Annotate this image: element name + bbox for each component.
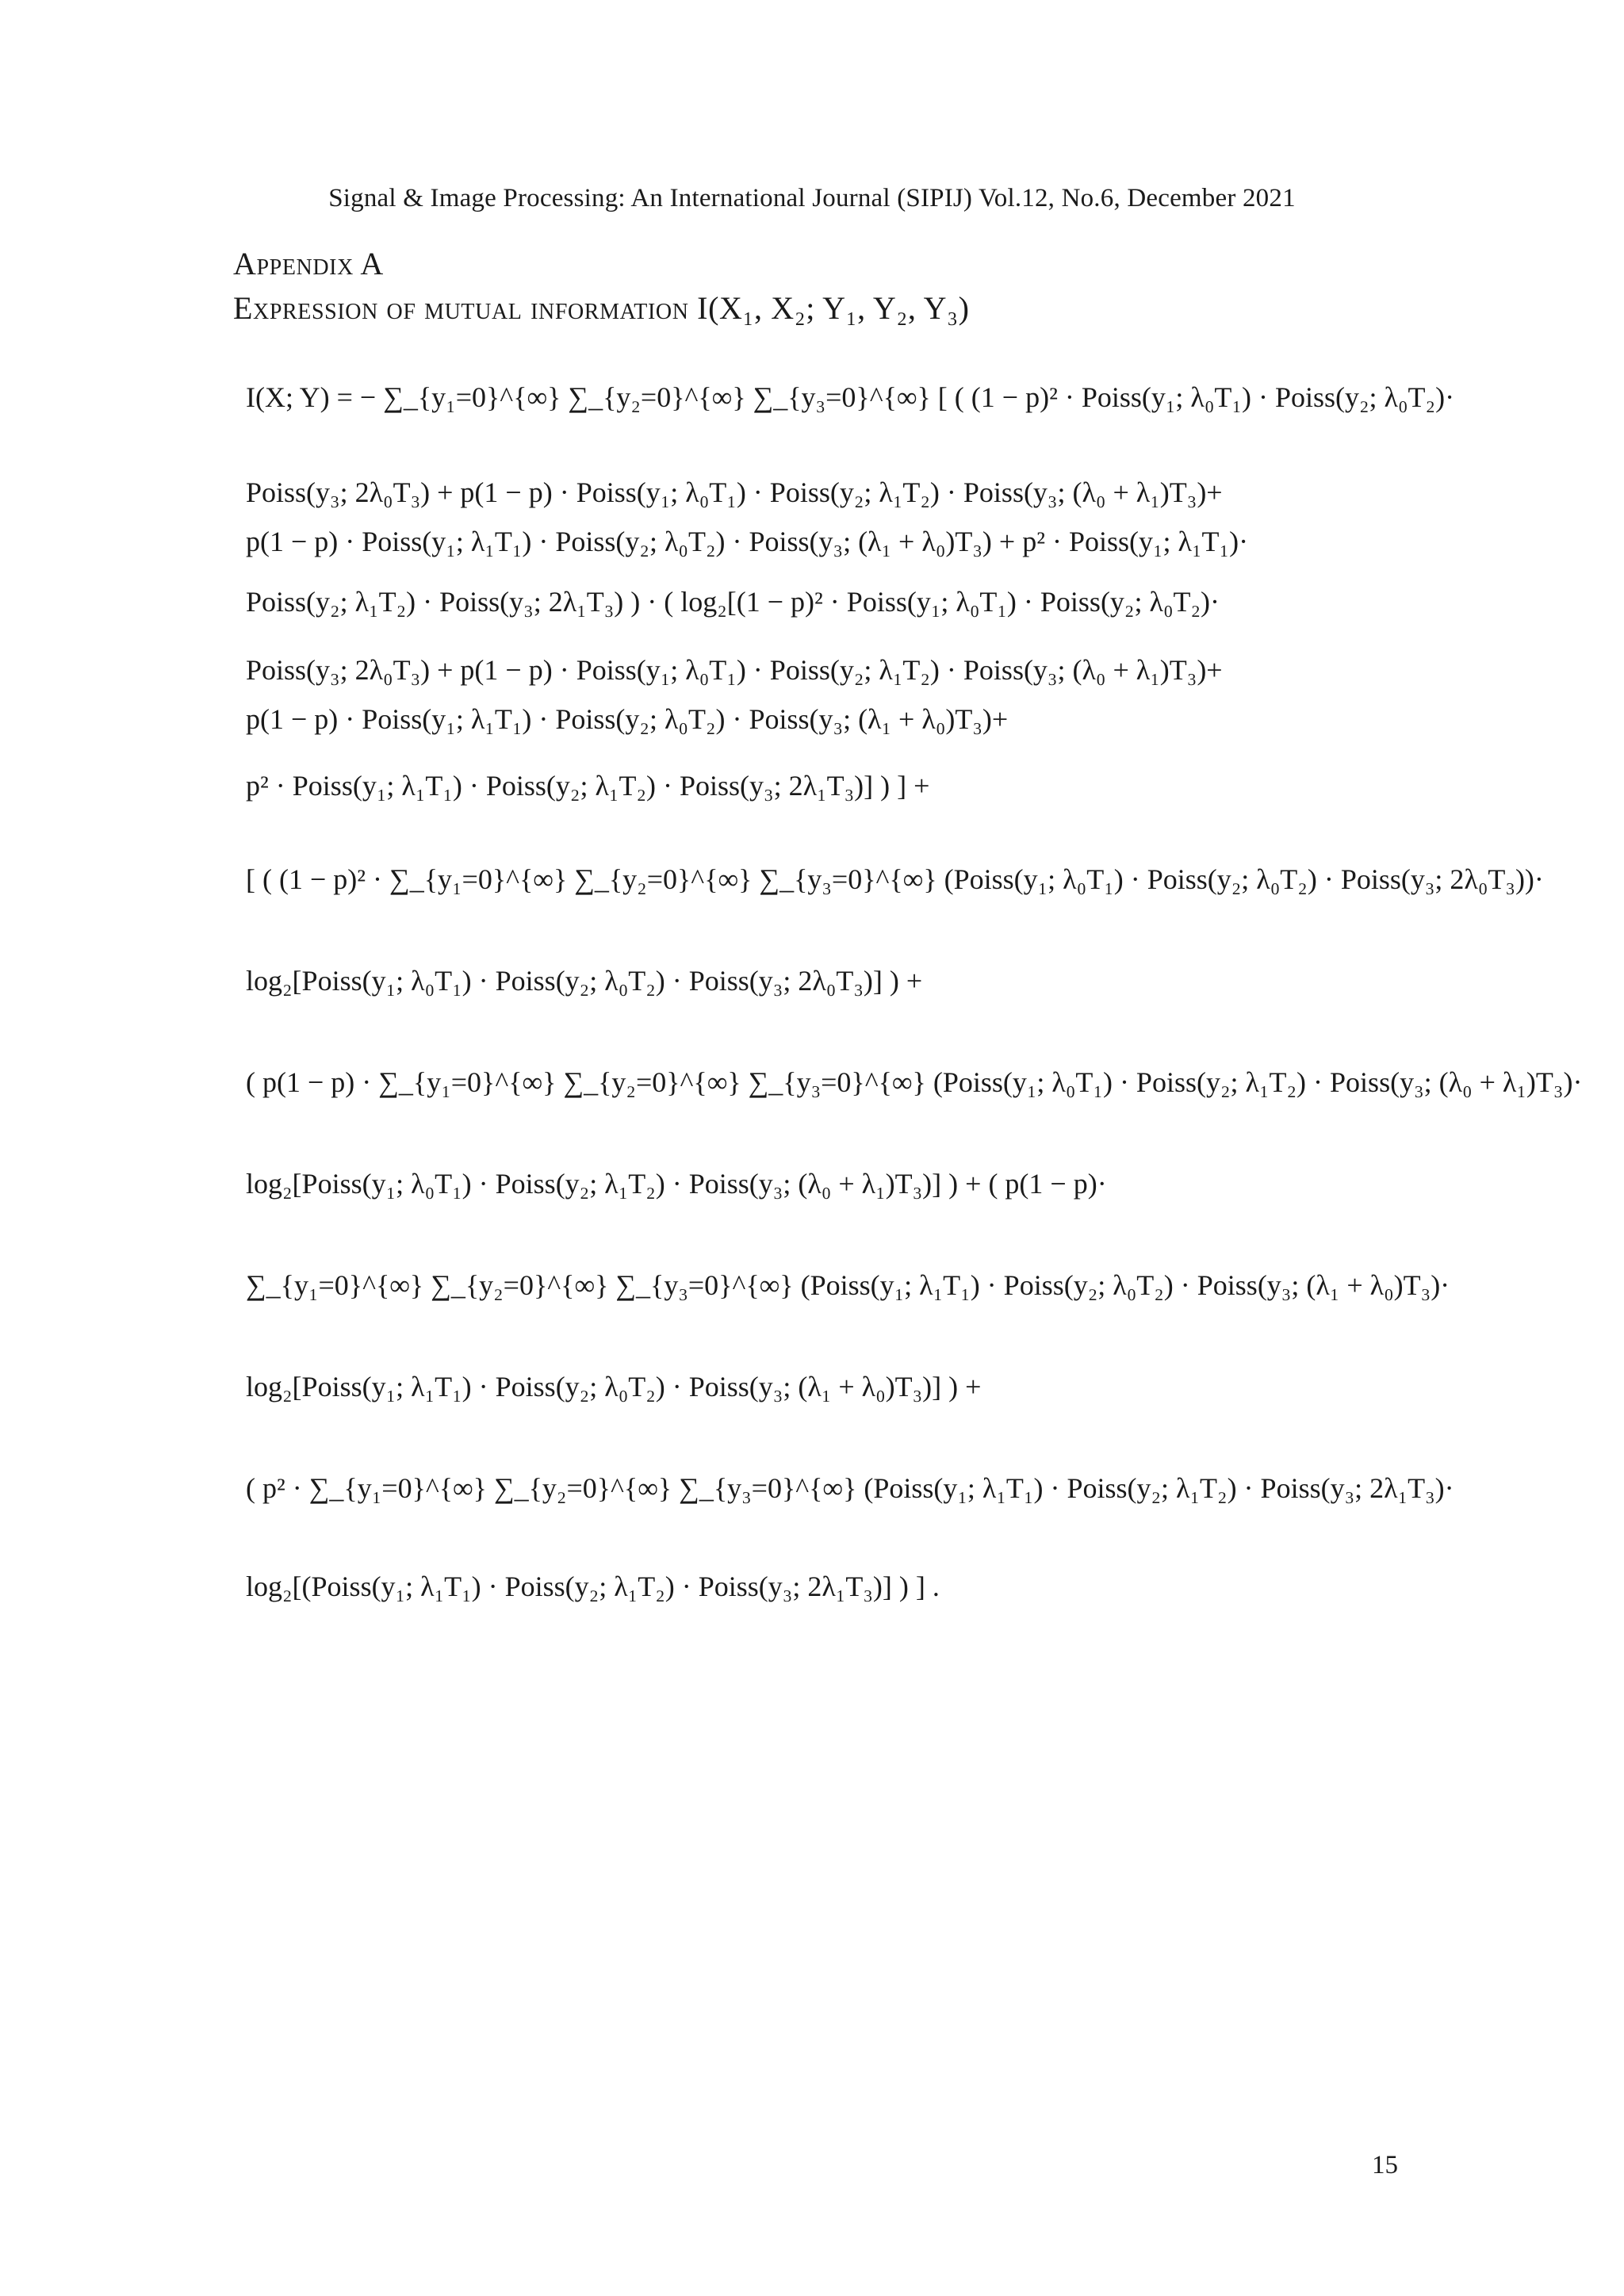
formula-line: log₂[Poiss(y₁; λ₀T₁) · Poiss(y₂; λ₀T₂) · Poiss(y₃; 2λ₀T₃)] ) +: [246, 965, 923, 997]
formula-line: ∑_{y₁=0}^{∞} ∑_{y₂=0}^{∞} ∑_{y₃=0}^{∞} (Poiss(y₁; λ₁T₁) · Poiss(y₂; λ₀T₂) · Poiss(y₃; (λ₁ + λ₀)T₃)·: [246, 1269, 1450, 1301]
formula-line: I(X; Y) = − ∑_{y₁=0}^{∞} ∑_{y₂=0}^{∞} ∑_{y₃=0}^{∞} [ ( (1 − p)² · Poiss(y₁; λ₀T₁) · Poiss(y₂; λ₀T₂)·: [246, 381, 1455, 413]
formula-line: Poiss(y₂; λ₁T₂) · Poiss(y₃; 2λ₁T₃) ) · ( log₂[(1 − p)² · Poiss(y₁; λ₀T₁) · Poiss(y₂; λ₀T₂)·: [246, 586, 1220, 618]
formula-line: p(1 − p) · Poiss(y₁; λ₁T₁) · Poiss(y₂; λ₀T₂) · Poiss(y₃; (λ₁ + λ₀)T₃) + p² · Poiss(y₁; λ₁T₁)·: [246, 526, 1249, 557]
appendix-label: Appendix A: [233, 246, 384, 281]
formula-line: ( p² · ∑_{y₁=0}^{∞} ∑_{y₂=0}^{∞} ∑_{y₃=0}^{∞} (Poiss(y₁; λ₁T₁) · Poiss(y₂; λ₁T₂) · Poiss(y₃; 2λ₁T₃)·: [246, 1472, 1454, 1504]
appendix-heading: [233, 242, 970, 331]
formula-line: Poiss(y₃; 2λ₀T₃) + p(1 − p) · Poiss(y₁; λ₀T₁) · Poiss(y₂; λ₁T₂) · Poiss(y₃; (λ₀ + λ₁)T₃)+: [246, 654, 1223, 686]
formula-line: [ ( (1 − p)² · ∑_{y₁=0}^{∞} ∑_{y₂=0}^{∞} ∑_{y₃=0}^{∞} (Poiss(y₁; λ₀T₁) · Poiss(y₂; λ₀T₂) · Poiss(y₃; 2λ₀T₃))·: [246, 863, 1544, 895]
running-header: Signal & Image Processing: An International Journal (SIPIJ) Vol.12, No.6, December 2021: [328, 184, 1296, 212]
formula-line: log₂[Poiss(y₁; λ₁T₁) · Poiss(y₂; λ₀T₂) · Poiss(y₃; (λ₁ + λ₀)T₃)] ) +: [246, 1371, 982, 1402]
formula-line: log₂[(Poiss(y₁; λ₁T₁) · Poiss(y₂; λ₁T₂) · Poiss(y₃; 2λ₁T₃)] ) ] .: [246, 1571, 940, 1602]
appendix-title: Expression of mutual information I(X₁, X₂; Y₁, Y₂, Y₃): [233, 290, 970, 326]
formula-line: ( p(1 − p) · ∑_{y₁=0}^{∞} ∑_{y₂=0}^{∞} ∑_{y₃=0}^{∞} (Poiss(y₁; λ₀T₁) · Poiss(y₂; λ₁T₂) · Poiss(y₃; (λ₀ + λ₁)T₃)·: [246, 1066, 1583, 1098]
formula-line: Poiss(y₃; 2λ₀T₃) + p(1 − p) · Poiss(y₁; λ₀T₁) · Poiss(y₂; λ₁T₂) · Poiss(y₃; (λ₀ + λ₁)T₃)+: [246, 476, 1223, 508]
page-number: 15: [1372, 2151, 1398, 2179]
formula-line: log₂[Poiss(y₁; λ₀T₁) · Poiss(y₂; λ₁T₂) · Poiss(y₃; (λ₀ + λ₁)T₃)] ) + ( p(1 − p)·: [246, 1168, 1107, 1200]
formula-line: p² · Poiss(y₁; λ₁T₁) · Poiss(y₂; λ₁T₂) · Poiss(y₃; 2λ₁T₃)] ) ] +: [246, 770, 930, 802]
formula-line: p(1 − p) · Poiss(y₁; λ₁T₁) · Poiss(y₂; λ₀T₂) · Poiss(y₃; (λ₁ + λ₀)T₃)+: [246, 703, 1009, 735]
